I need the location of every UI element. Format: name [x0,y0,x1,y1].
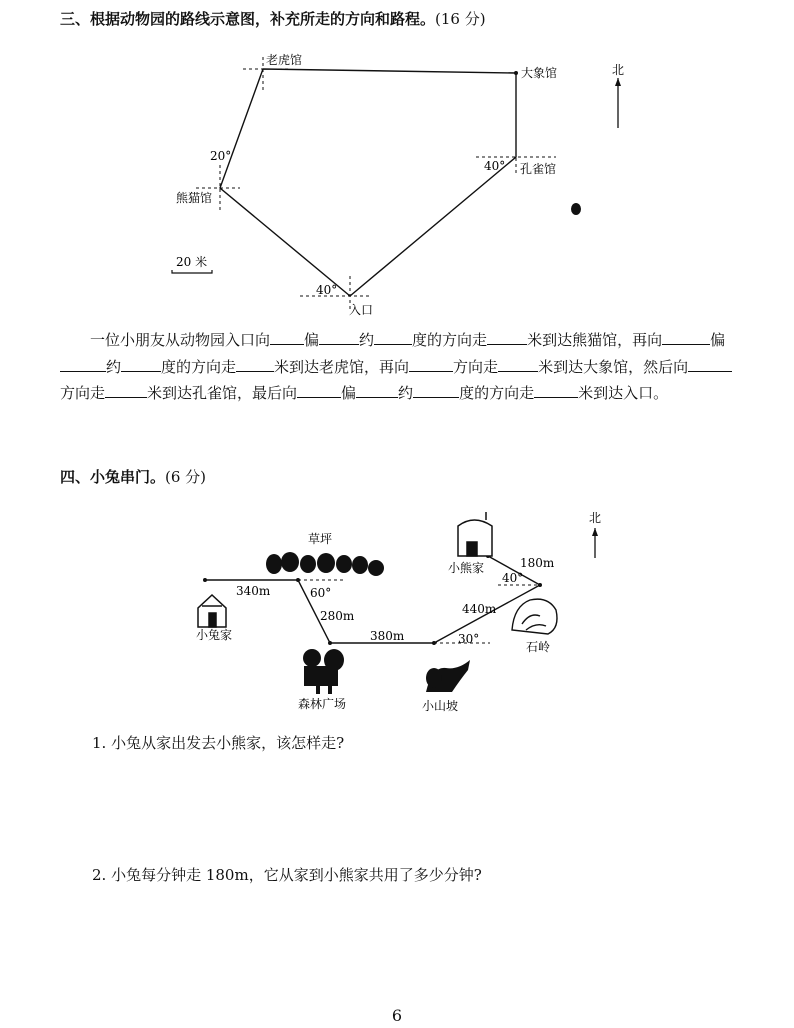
entrance-label: 入口 [349,303,374,317]
answer-blank[interactable] [413,382,459,398]
section3-score: (16 分) [435,10,486,28]
dist-rock-bear: 180m [520,556,555,570]
scale-bar [172,270,212,273]
ink-smudge [571,203,581,215]
answer-blank[interactable] [498,356,538,372]
paragraph-text: 米到达入口。 [578,384,669,402]
answer-blank[interactable] [487,329,527,345]
tiger-label: 老虎馆 [266,53,303,67]
answer-blank[interactable] [270,329,304,345]
paragraph-text: 方向走 [60,384,106,402]
bear-home-label: 小熊家 [448,561,485,575]
peacock-angle: 40° [484,159,506,173]
paragraph-text: 米到达老虎馆，再向 [274,357,410,376]
answer-blank[interactable] [319,329,359,345]
forest-square-icon [303,649,344,694]
answer-blank[interactable] [534,382,578,398]
answer-blank[interactable] [662,329,710,345]
dist-hill-rock: 440m [462,602,497,616]
angle-lawn: 60° [310,586,332,600]
paragraph-text: 偏 [710,331,726,349]
paragraph-text: 约 [106,357,122,376]
peacock-label: 孔雀馆 [520,162,557,176]
answer-blank[interactable] [105,382,147,398]
answer-blank[interactable] [374,329,412,345]
lawn-bushes-icon [266,552,384,576]
answer-blank[interactable] [356,382,398,398]
rabbit-home-label: 小兔家 [196,628,233,642]
bear-house-icon [458,512,492,556]
question-1: 1. 小兔从家出发去小熊家，该怎样走? [92,734,345,752]
hill-label: 小山坡 [422,699,459,713]
elephant-label: 大象馆 [521,66,558,80]
paragraph-text: 米到达熊猫馆，再向 [527,331,663,349]
answer-blank[interactable] [688,356,732,372]
north-arrow-icon-2 [592,528,598,558]
paragraph-text: 米到达孔雀馆，最后向 [147,384,298,402]
zoo-route-line [220,69,516,296]
zoo-route-diagram [0,0,794,330]
dist-forest-hill: 380m [370,629,405,643]
question-2: 2. 小兔每分钟走 180m，它从家到小熊家共用了多少分钟? [92,866,482,884]
paragraph-text: 一位小朋友从动物园入口向 [90,331,271,349]
dist-rabbit-lawn: 340m [236,584,271,598]
paragraph-text: 度的方向走 [161,357,237,376]
answer-blank[interactable] [60,356,106,372]
scale-label: 20 米 [176,255,208,269]
answer-blank[interactable] [297,382,341,398]
lawn-label: 草坪 [308,532,333,546]
rabbit-house-icon [198,595,226,627]
answer-blank[interactable] [121,356,161,372]
dist-lawn-forest: 280m [320,609,355,623]
paragraph-text: 约 [359,331,375,349]
panda-angle: 20° [210,149,232,163]
section4-score: (6 分) [165,468,207,486]
section4-heading-text: 四、小兔串门。 [60,468,166,486]
angle-rock: 40° [502,571,524,585]
angle-hill: 30° [458,632,480,646]
page-number: 6 [391,1006,403,1025]
elephant-dot [514,71,518,75]
section3-paragraph [60,327,740,407]
section3-heading-text: 三、根据动物园的路线示意图，补充所走的方向和路程。 [60,10,436,28]
paragraph-text: 象馆，然后向 [598,357,689,376]
hill-icon [426,660,470,692]
answer-blank[interactable] [409,356,453,372]
paragraph-text: 度的方向走 [459,384,535,402]
north-label: 北 [612,63,625,77]
rock-icon [512,599,557,634]
paragraph-text: 偏 [304,331,320,349]
paragraph-text: 约 [398,384,414,402]
panda-label: 熊猫馆 [176,191,213,205]
north-arrow-icon [615,78,621,128]
section4-heading [60,466,206,487]
answer-blank[interactable] [236,356,274,372]
paragraph-text: 方向走 [453,357,499,376]
paragraph-text: 偏 [341,384,357,402]
entrance-angle: 40° [316,283,338,297]
rabbit-route-diagram [0,500,794,720]
paragraph-text: 度的方向走 [412,331,488,349]
north-label-2: 北 [589,511,602,525]
rock-label: 石岭 [526,640,551,654]
forest-square-label: 森林广场 [298,697,347,711]
paragraph-text: 米到达大 [538,357,599,376]
